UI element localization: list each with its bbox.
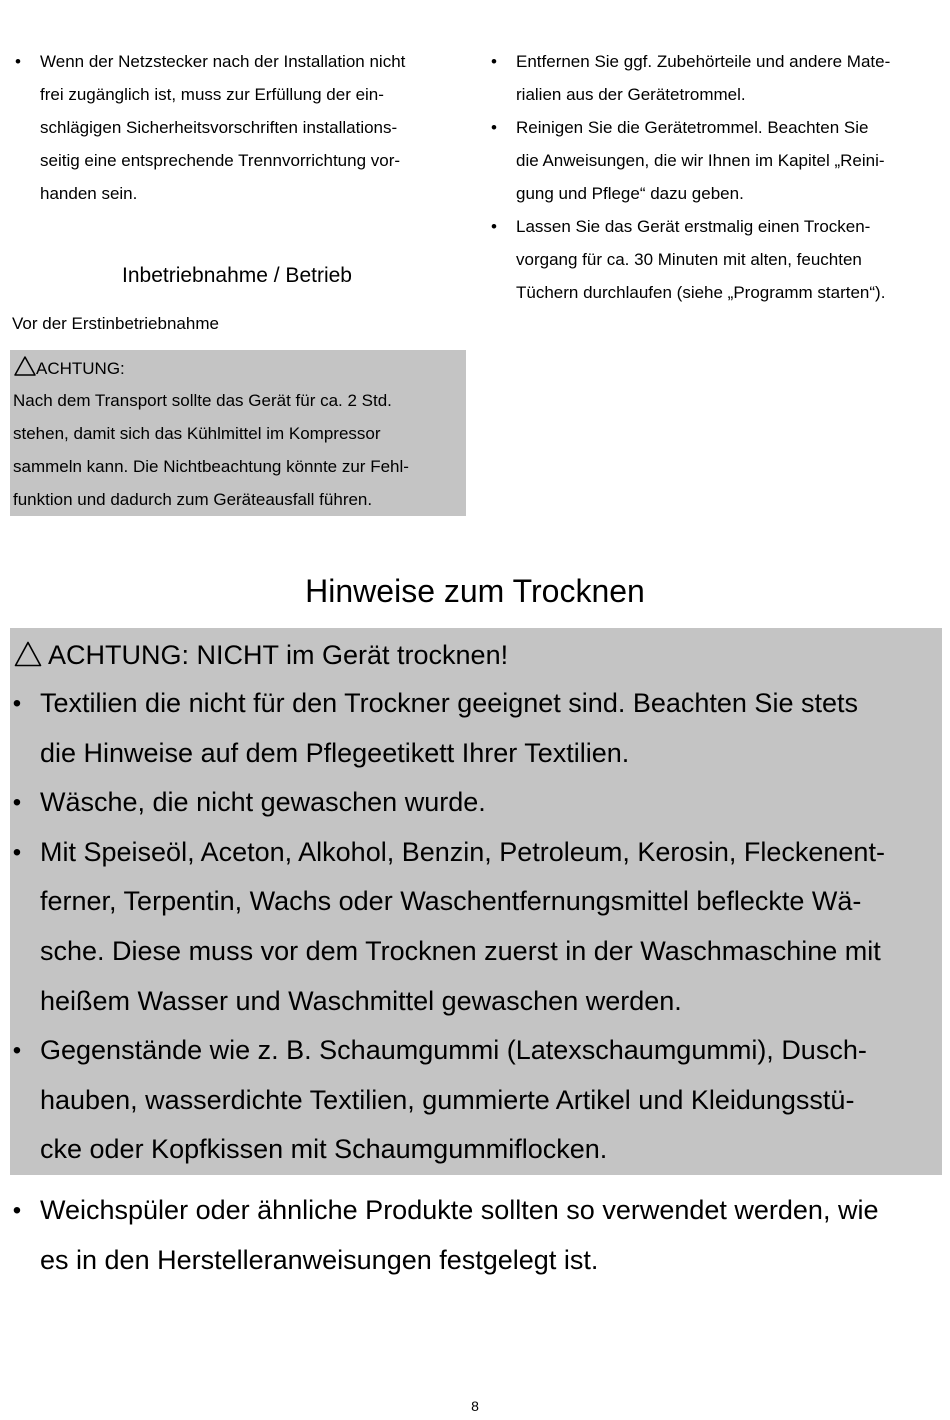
- text-line: Reinigen Sie die Gerätetrommel. Beachten Sie: [516, 118, 869, 137]
- text-line: Entfernen Sie ggf. Zubehörteile und andere Mate-: [516, 52, 891, 71]
- warning-triangle-icon: [14, 356, 36, 376]
- list-item: [488, 111, 943, 210]
- list-item: [488, 45, 943, 111]
- bullet-dot: •: [12, 690, 22, 717]
- text-line: Textilien die nicht für den Trockner geeignet sind. Beachten Sie stets: [40, 688, 858, 718]
- list-item: [10, 778, 940, 828]
- text-line: Weichspüler oder ähnliche Produkte sollten so verwendet werden, wie: [40, 1195, 879, 1225]
- text-line: Lassen Sie das Gerät erstmalig einen Trocken-: [516, 217, 871, 236]
- drying-after-list: [10, 1186, 940, 1285]
- list-item: [10, 828, 940, 1026]
- text-line: heißem Wasser und Waschmittel gewaschen werden.: [40, 985, 682, 1016]
- text-line: die Hinweise auf dem Pflegeetikett Ihrer Textilien.: [40, 737, 630, 768]
- list-item: [10, 679, 940, 778]
- bullet-dot: •: [12, 1197, 22, 1224]
- drying-boxed-list: [10, 679, 940, 1175]
- text-line: die Anweisungen, die wir Ihnen im Kapitel „Reini-: [516, 151, 885, 170]
- warning-label: ACHTUNG: NICHT im Gerät trocknen!: [48, 640, 509, 670]
- text-line: Mit Speiseöl, Aceton, Alkohol, Benzin, Petroleum, Kerosin, Fleckenent-: [40, 836, 885, 867]
- drying-warning-box: [10, 628, 942, 1175]
- text-line: gung und Pflege“ dazu geben.: [516, 184, 744, 203]
- bullet-dot: •: [491, 52, 497, 71]
- warning-label: ACHTUNG:: [36, 359, 125, 378]
- text-line: es in den Herstelleranweisungen festgelegt ist.: [40, 1244, 599, 1275]
- text-line: sammeln kann. Die Nichtbeachtung könnte zur Fehl-: [13, 457, 409, 476]
- section-title: Inbetriebnahme / Betrieb: [122, 264, 352, 287]
- subsection-title: Vor der Erstinbetriebnahme: [12, 314, 219, 333]
- text-line: Nach dem Transport sollte das Gerät für ca. 2 Std.: [13, 391, 392, 410]
- bullet-dot: •: [12, 1037, 22, 1065]
- list-item: [10, 1186, 940, 1285]
- bullet-dot: •: [491, 118, 497, 137]
- text-line: Wenn der Netzstecker nach der Installation nicht: [40, 52, 406, 71]
- text-line: handen sein.: [40, 184, 138, 203]
- bullet-dot: •: [491, 217, 497, 236]
- list-item: [12, 45, 462, 210]
- warning-box: [10, 350, 466, 516]
- drying-warning-heading: [14, 631, 508, 679]
- page-number: 8: [471, 1398, 479, 1414]
- text-line: schlägigen Sicherheitsvorschriften installations-: [40, 118, 398, 137]
- left-bullet-list: [12, 45, 462, 210]
- warning-heading: [14, 352, 125, 385]
- text-line: frei zugänglich ist, muss zur Erfüllung der ein-: [40, 85, 384, 104]
- text-line: Tüchern durchlaufen (siehe „Programm starten“).: [516, 283, 886, 302]
- text-line: vorgang für ca. 30 Minuten mit alten, feuchten: [516, 250, 862, 269]
- text-line: hauben, wasserdichte Textilien, gummierte Artikel und Kleidungsstü-: [40, 1084, 855, 1115]
- text-line: Wäsche, die nicht gewaschen wurde.: [40, 787, 486, 818]
- text-line: Gegenstände wie z. B. Schaumgummi (Latexschaumgummi), Dusch-: [40, 1035, 867, 1066]
- text-line: cke oder Kopfkissen mit Schaumgummiflocken.: [40, 1134, 608, 1165]
- text-line: seitig eine entsprechende Trennvorrichtung vor-: [40, 151, 401, 170]
- bullet-dot: •: [12, 838, 22, 866]
- list-item: [10, 1026, 940, 1175]
- text-line: ferner, Terpentin, Wachs oder Waschentfernungsmittel befleckte Wä-: [40, 886, 862, 917]
- page-title: Hinweise zum Trocknen: [305, 573, 645, 609]
- warning-triangle-icon: [14, 641, 42, 667]
- text-line: rialien aus der Gerätetrommel.: [516, 85, 746, 104]
- text-line: sche. Diese muss vor dem Trocknen zuerst in der Waschmaschine mit: [40, 935, 881, 966]
- list-item: [488, 210, 943, 309]
- bullet-dot: •: [15, 52, 21, 71]
- right-bullet-list: [488, 45, 943, 309]
- text-line: stehen, damit sich das Kühlmittel im Kompressor: [13, 424, 381, 443]
- warning-text: [13, 384, 463, 516]
- bullet-dot: •: [12, 789, 22, 817]
- text-line: funktion und dadurch zum Geräteausfall führen.: [13, 490, 373, 509]
